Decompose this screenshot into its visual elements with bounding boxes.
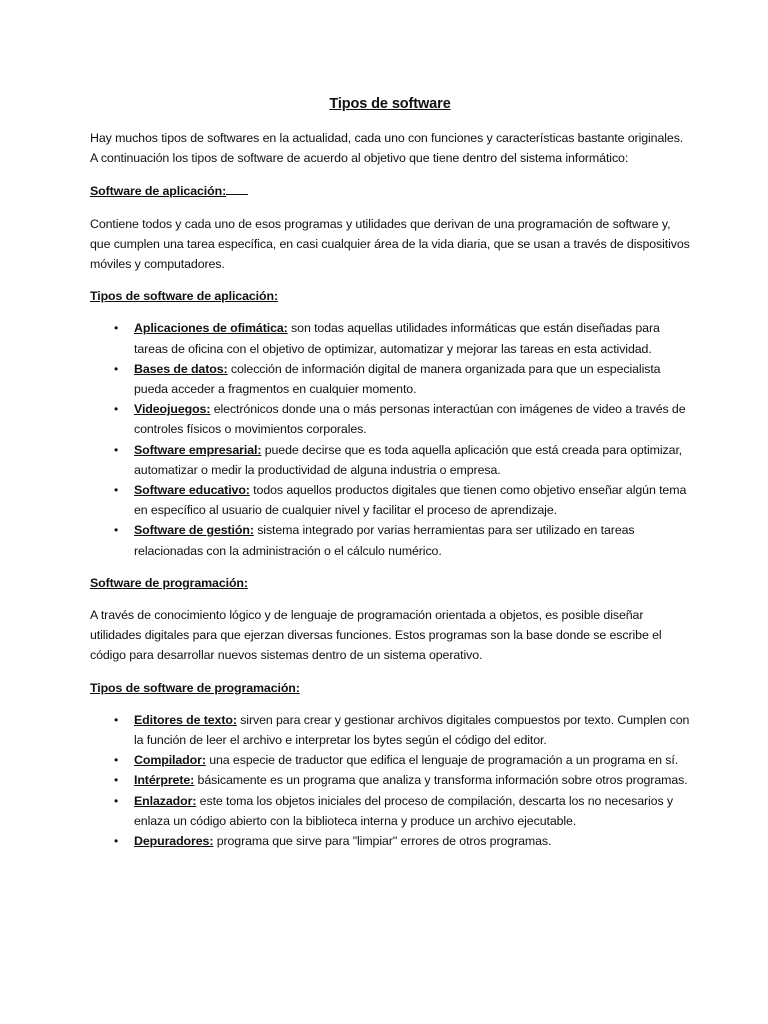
document-page <box>90 94 690 863</box>
programacion-list <box>90 710 690 851</box>
bullet-icon: • <box>114 793 119 808</box>
bullet-icon: • <box>114 361 119 376</box>
list-item-term: Aplicaciones de ofimática: <box>134 321 288 336</box>
section-heading-aplicacion <box>90 180 690 201</box>
list-item-text: todos aquellos productos digitales que tienen como objetivo enseñar algún tema en específico al usuario de cualquier nivel y facilitar el proceso de aprendizaje. <box>134 483 687 518</box>
list-item-term: Depuradores: <box>134 834 214 849</box>
bullet-icon: • <box>114 483 119 498</box>
list-item <box>90 710 690 750</box>
list-item-text: sirven para crear y gestionar archivos digitales compuestos por texto. Cumplen con la función de leer el archivo e interpretar los bytes según el código del editor. <box>134 712 690 748</box>
bullet-icon: • <box>114 442 119 457</box>
bullet-icon: • <box>114 753 119 768</box>
list-item <box>90 791 690 831</box>
types-heading-programacion: Tipos de software de programación: <box>90 680 300 695</box>
section-heading-programacion: Software de programación: <box>90 575 248 590</box>
list-item <box>90 399 690 439</box>
bullet-icon: • <box>114 773 119 788</box>
list-item <box>90 480 690 520</box>
document-title: Tipos de software <box>329 96 451 112</box>
bullet-icon: • <box>114 523 119 538</box>
list-item <box>90 440 690 480</box>
list-item <box>90 831 690 851</box>
list-item-text: sistema integrado por varias herramientas para ser utilizado en tareas relacionadas con la administración o el cálculo numérico. <box>134 523 635 558</box>
list-item-term: Bases de datos: <box>134 361 228 376</box>
list-item-text: básicamente es un programa que analiza y transforma información sobre otros programas. <box>194 773 688 788</box>
list-item-term: Software educativo: <box>134 483 250 498</box>
list-item <box>90 750 690 770</box>
list-item <box>90 359 690 399</box>
list-item <box>90 520 690 560</box>
heading-underline-pad <box>226 180 248 195</box>
types-heading-aplicacion: Tipos de software de aplicación: <box>90 289 278 304</box>
list-item-term: Enlazador: <box>134 793 197 808</box>
programacion-paragraph: A través de conocimiento lógico y de lenguaje de programación orientada a objetos, es posible diseñar utilidades digitales para que ejerzan diversas funciones. Estos programas son la base donde se escribe el código para desarrollar nuevos sistemas dentro de un sistema operativo. <box>90 608 662 663</box>
list-item-term: Software empresarial: <box>134 442 262 457</box>
list-item-text: programa que sirve para "limpiar" errores de otros programas. <box>213 834 552 849</box>
list-item-term: Software de gestión: <box>134 523 254 538</box>
list-item-term: Compilador: <box>134 753 206 768</box>
list-item <box>90 770 690 790</box>
aplicacion-list <box>90 318 690 560</box>
list-item-term: Intérprete: <box>134 773 195 788</box>
list-item-text: colección de información digital de manera organizada para que un especialista pueda acceder a fragmentos en cualquier momento. <box>134 361 661 397</box>
list-item-text: son todas aquellas utilidades informáticas que están diseñadas para tareas de oficina con el objetivo de optimizar, automatizar y mejorar las tareas en esta actividad. <box>134 321 660 356</box>
bullet-icon: • <box>114 402 119 417</box>
bullet-icon: • <box>114 321 119 336</box>
bullet-icon: • <box>114 834 119 849</box>
section-heading-aplicacion-text: Software de aplicación: <box>90 184 227 199</box>
intro-paragraph: Hay muchos tipos de softwares en la actualidad, cada uno con funciones y características bastante originales. A continuación los tipos de software de acuerdo al objetivo que tiene dentro del sistema informático: <box>90 131 684 166</box>
list-item-text: una especie de traductor que edifica el lenguaje de programación a un programa en sí. <box>205 753 679 768</box>
list-item-term: Videojuegos: <box>134 402 211 417</box>
bullet-icon: • <box>114 712 119 727</box>
aplicacion-paragraph: Contiene todos y cada uno de esos programas y utilidades que derivan de una programación de software y, que cumplen una tarea específica, en casi cualquier área de la vida diaria, que se usan a través de dispositivos móviles y computadores. <box>90 216 690 272</box>
list-item-term: Editores de texto: <box>134 712 237 727</box>
list-item-text: electrónicos donde una o más personas interactúan con imágenes de video a través de controles físicos o movimientos corporales. <box>134 402 686 437</box>
list-item-text: este toma los objetos iniciales del proceso de compilación, descarta los no necesarios y enlaza un código abierto con la biblioteca interna y produce un archivo ejecutable. <box>134 793 674 828</box>
list-item <box>90 318 690 358</box>
list-item-text: puede decirse que es toda aquella aplicación que está creada para optimizar, automatizar o medir la productividad de alguna industria o empresa. <box>134 442 683 477</box>
